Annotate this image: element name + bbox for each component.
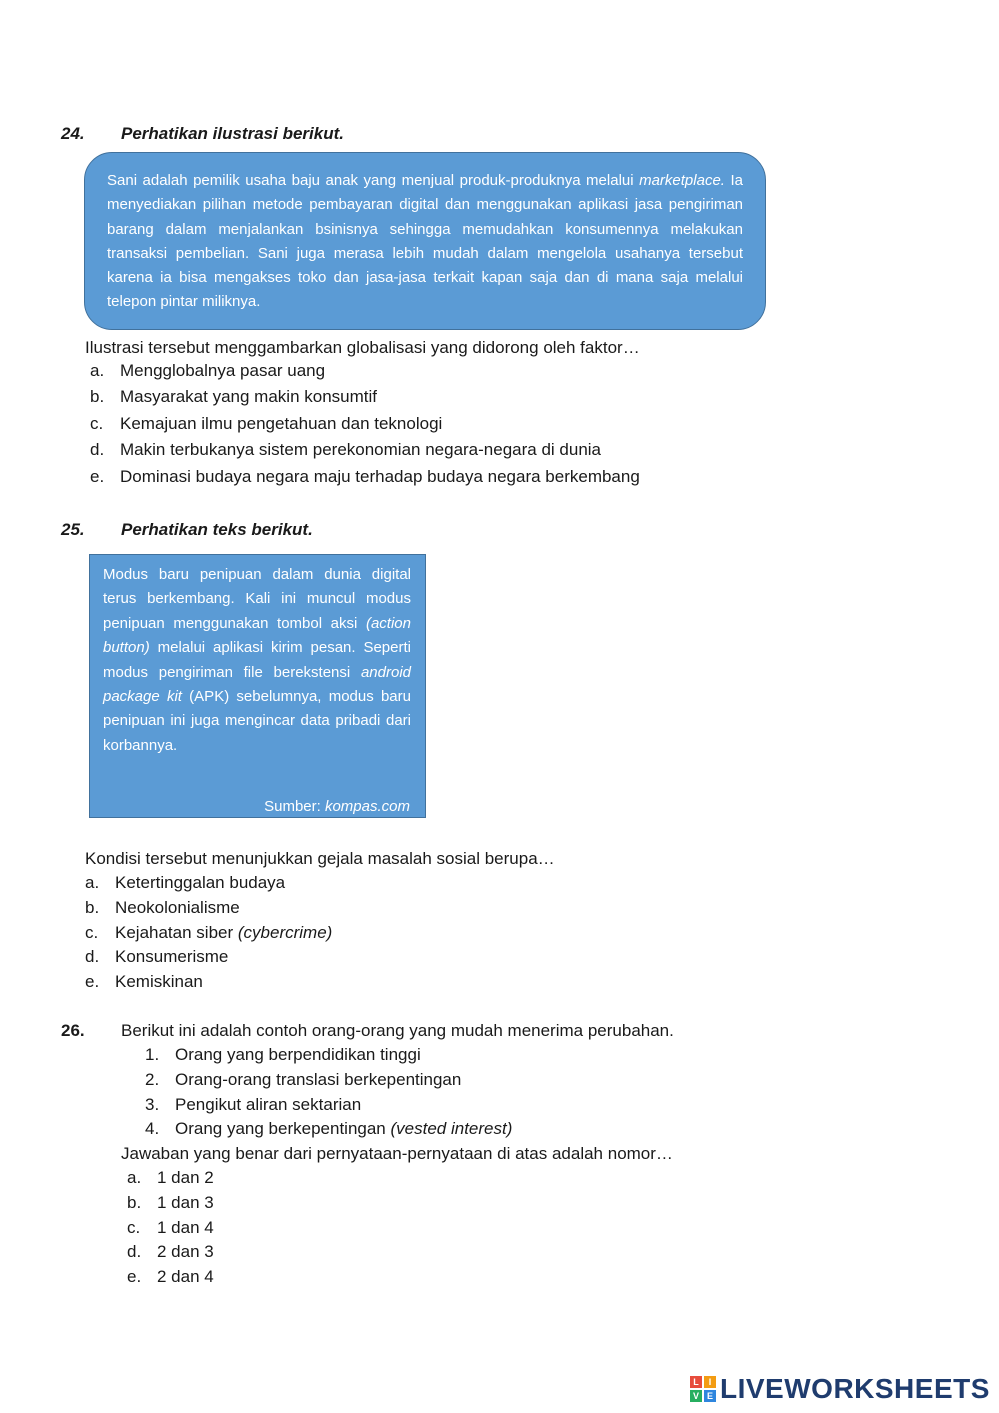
q25-option-e[interactable] <box>85 971 203 993</box>
option-text: Neokolonialisme <box>115 898 240 917</box>
option-text-italic: (cybercrime) <box>237 923 333 942</box>
q24-option-c[interactable] <box>90 413 442 435</box>
liveworksheets-logo[interactable] <box>690 1374 990 1404</box>
q26-option-b[interactable] <box>127 1192 214 1214</box>
q25-box-text-2: (action button) <box>103 614 411 657</box>
logo-icon <box>690 1376 716 1402</box>
logo-letter-l: L <box>690 1376 702 1388</box>
q26-question: Jawaban yang benar dari pernyataan-pernyataan di atas adalah nomor… <box>121 1144 673 1163</box>
q24-box-text-2: marketplace. <box>639 172 725 189</box>
q26-statement-4 <box>145 1118 512 1140</box>
option-letter: d. <box>85 947 100 966</box>
q24-option-b[interactable] <box>90 386 377 408</box>
q24-illustration-box <box>84 152 766 330</box>
q26-option-a[interactable] <box>127 1167 214 1189</box>
option-text: Kemajuan ilmu pengetahuan dan teknologi <box>120 414 443 433</box>
q25-option-b[interactable] <box>85 897 240 919</box>
q24-box-text-3: Ia menyediakan pilihan metode pembayaran digital dan menggunakan aplikasi jasa pengiriman barang dalam menjalankan bsinisnya sehingga memudahkan konsumennya melakukan transaksi pembelian. Sani juga merasa lebih mudah dalam mengelola usahanya tersebut karena ia bisa mengakses toko dan jasa-jasa terkait kapan saja dan di mana saja melalui telepon pintar miliknya. <box>107 172 743 311</box>
option-letter: d. <box>90 440 105 459</box>
q26-statement-1 <box>145 1044 421 1066</box>
q24-option-e[interactable] <box>90 466 640 488</box>
option-text: Mengglobalnya pasar uang <box>120 361 326 380</box>
option-text: Masyarakat yang makin konsumtif <box>120 387 377 406</box>
q26-number: 26. <box>61 1021 85 1040</box>
logo-text: LIVEWORKSHEETS <box>720 1373 990 1404</box>
option-letter: e. <box>127 1267 142 1286</box>
statement-text: Orang yang berkepentingan <box>175 1119 391 1138</box>
option-letter: e. <box>85 972 100 991</box>
q25-box-text-4: android package kit <box>103 663 411 706</box>
q24-option-d[interactable] <box>90 439 601 461</box>
statement-number: 3. <box>145 1095 160 1114</box>
statement-number: 4. <box>145 1119 160 1138</box>
q25-source-label: Sumber: <box>264 798 325 815</box>
q26-option-e[interactable] <box>127 1266 214 1288</box>
option-text: Dominasi budaya negara maju terhadap budaya negara berkembang <box>120 467 640 486</box>
option-text: Kemiskinan <box>115 972 203 991</box>
option-letter: d. <box>127 1242 142 1261</box>
q26-intro: Berikut ini adalah contoh orang-orang yang mudah menerima perubahan. <box>121 1021 674 1040</box>
option-letter: b. <box>85 898 100 917</box>
option-letter: e. <box>90 467 105 486</box>
option-text: 1 dan 4 <box>157 1218 214 1237</box>
q25-box-text-1: Modus baru penipuan dalam dunia digital terus berkembang. Kali ini muncul modus penipuan menggunakan tombol aksi <box>103 566 411 632</box>
option-text: Ketertinggalan budaya <box>115 873 286 892</box>
q25-title: Perhatikan teks berikut. <box>121 520 313 539</box>
q26-option-c[interactable] <box>127 1217 214 1239</box>
q26-statement-3 <box>145 1094 361 1116</box>
statement-text: Orang yang berpendidikan tinggi <box>175 1045 421 1064</box>
q24-option-a[interactable] <box>90 360 325 382</box>
q25-source-site: kompas.com <box>324 798 410 815</box>
q24-question: Ilustrasi tersebut menggambarkan globalisasi yang didorong oleh faktor… <box>85 338 640 357</box>
statement-text: Orang-orang translasi berkepentingan <box>175 1070 462 1089</box>
option-letter: c. <box>90 414 104 433</box>
q26-option-d[interactable] <box>127 1241 214 1263</box>
statement-text-italic: (vested interest) <box>390 1119 513 1138</box>
q25-question: Kondisi tersebut menunjukkan gejala masalah sosial berupa… <box>85 849 555 868</box>
option-text: Konsumerisme <box>115 947 229 966</box>
logo-letter-i: I <box>704 1376 716 1388</box>
option-text: Makin terbukanya sistem perekonomian negara-negara di dunia <box>120 440 602 459</box>
option-letter: c. <box>85 923 99 942</box>
option-letter: a. <box>90 361 105 380</box>
q25-option-a[interactable] <box>85 872 285 894</box>
q25-option-c[interactable] <box>85 922 332 944</box>
q25-box-text-3: melalui aplikasi kirim pesan. Seperti modus pengiriman file berekstensi <box>103 639 411 681</box>
option-text: Kejahatan siber <box>115 923 238 942</box>
q25-box-text-5: (APK) sebelumnya, modus baru penipuan ini juga mengincar data pribadi dari korbannya. <box>103 688 411 754</box>
statement-number: 1. <box>145 1045 160 1064</box>
q25-source <box>264 795 410 818</box>
q26-statement-2 <box>145 1069 461 1091</box>
option-text: 2 dan 4 <box>157 1267 214 1286</box>
option-letter: a. <box>85 873 100 892</box>
statement-text: Pengikut aliran sektarian <box>175 1095 362 1114</box>
option-text: 1 dan 3 <box>157 1193 214 1212</box>
q24-title: Perhatikan ilustrasi berikut. <box>121 124 344 143</box>
q25-text-box <box>89 554 426 818</box>
option-letter: a. <box>127 1168 142 1187</box>
logo-letter-e: E <box>704 1390 716 1402</box>
option-text: 2 dan 3 <box>157 1242 214 1261</box>
option-letter: c. <box>127 1218 141 1237</box>
option-text: 1 dan 2 <box>157 1168 214 1187</box>
q25-option-d[interactable] <box>85 946 228 968</box>
option-letter: b. <box>127 1193 142 1212</box>
option-letter: b. <box>90 387 105 406</box>
q24-box-text-1: Sani adalah pemilik usaha baju anak yang menjual produk-produknya melalui <box>107 172 640 189</box>
q25-number: 25. <box>61 520 85 539</box>
statement-number: 2. <box>145 1070 160 1089</box>
q24-number: 24. <box>61 124 85 143</box>
logo-letter-v: V <box>690 1390 702 1402</box>
